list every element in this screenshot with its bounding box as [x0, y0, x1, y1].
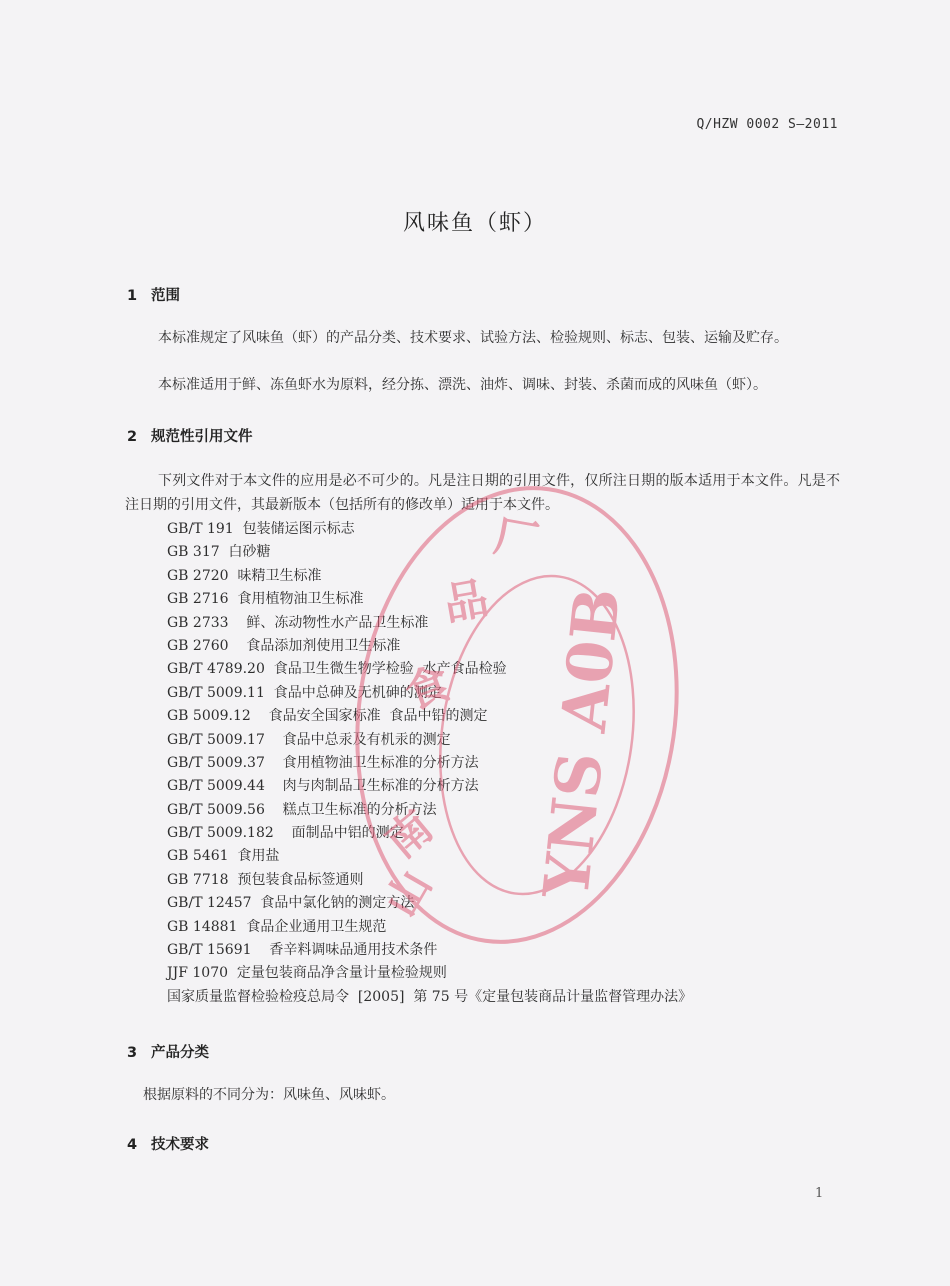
- scope-paragraph-2: 本标准适用于鲜、冻鱼虾水为原料，经分拣、漂洗、油炸、调味、封装、杀菌而成的风味鱼（虾）。: [158, 377, 767, 393]
- section-title: 范围: [151, 288, 180, 304]
- reference-item: 国家质量监督检验检疫总局令 [2005] 第 75 号《定量包装商品计量监督管理办法》: [167, 988, 693, 1005]
- references-intro-paragraph: 下列文件对于本文件的应用是必不可少的。凡是注日期的引用文件，仅所注日期的版本适用于本文件。凡是不注日期的引用文件，其最新版本（包括所有的修改单）适用于本文件。: [125, 473, 840, 513]
- reference-item: GB 317 白砂糖: [167, 544, 271, 561]
- svg-text:品: 品: [440, 572, 493, 631]
- reference-item: GB 2716 食用植物油卫生标准: [167, 591, 364, 608]
- svg-text:厂: 厂: [490, 510, 543, 569]
- page-number: 1: [815, 1186, 824, 1201]
- section-number: 3: [127, 1045, 138, 1061]
- scope-paragraph-1: 本标准规定了风味鱼（虾）的产品分类、技术要求、试验方法、检验规则、标志、包装、运输及贮存。: [158, 330, 788, 346]
- svg-text:南: 南: [376, 801, 443, 869]
- reference-item: GB 5461 食用盐: [167, 848, 280, 865]
- section-title: 规范性引用文件: [151, 429, 253, 445]
- reference-list: [167, 518, 692, 1009]
- section-1-heading: [127, 284, 180, 305]
- section-title: 产品分类: [151, 1045, 209, 1061]
- reference-item: GB 2733 鲜、冻动物性水产品卫生标准: [167, 614, 429, 631]
- reference-item: GB/T 12457 食品中氯化钠的测定方法: [167, 895, 415, 912]
- document-title: 风味鱼（虾）: [402, 211, 547, 236]
- reference-item: GB 5009.12 食品安全国家标准 食品中铅的测定: [167, 708, 488, 725]
- reference-item: GB/T 5009.44 肉与肉制品卫生标准的分析方法: [167, 778, 479, 795]
- document-code: Q/HZW 0002 S—2011: [696, 117, 838, 132]
- reference-item: GB/T 5009.37 食用植物油卫生标准的分析方法: [167, 754, 479, 771]
- reference-item: JJF 1070 定量包装商品净含量计量检验规则: [167, 965, 447, 982]
- reference-item: GB/T 5009.17 食品中总汞及有机汞的测定: [167, 731, 451, 748]
- stamp-code-text: YNS A0B: [529, 584, 635, 902]
- reference-item: GB/T 191 包装储运图示标志: [167, 521, 355, 537]
- reference-item: GB/T 15691 香辛料调味品通用技术条件: [167, 942, 438, 959]
- section-number: 4: [127, 1137, 138, 1153]
- section-4-heading: [127, 1133, 209, 1154]
- section-number: 1: [127, 288, 138, 304]
- reference-item: GB/T 5009.11 食品中总砷及无机砷的测定: [167, 684, 442, 701]
- reference-item: GB/T 5009.56 糕点卫生标准的分析方法: [167, 801, 437, 818]
- svg-text:山: 山: [375, 861, 442, 926]
- classification-paragraph: 根据原料的不同分为：风味鱼、风味虾。: [143, 1087, 395, 1103]
- reference-item: GB/T 4789.20 食品卫生微生物学检验 水产食品检验: [167, 661, 507, 678]
- section-title: 技术要求: [151, 1137, 209, 1153]
- section-2-heading: [127, 425, 253, 446]
- section-number: 2: [127, 429, 138, 445]
- reference-item: GB 7718 预包装食品标签通则: [167, 871, 364, 888]
- svg-text:食: 食: [398, 657, 458, 721]
- reference-item: GB 14881 食品企业通用卫生规范: [167, 918, 387, 935]
- reference-item: GB 2720 味精卫生标准: [167, 567, 322, 584]
- reference-item: GB 2760 食品添加剂使用卫生标准: [167, 637, 401, 654]
- reference-item: GB/T 5009.182 面制品中铝的测定: [167, 825, 404, 842]
- section-3-heading: [127, 1041, 209, 1062]
